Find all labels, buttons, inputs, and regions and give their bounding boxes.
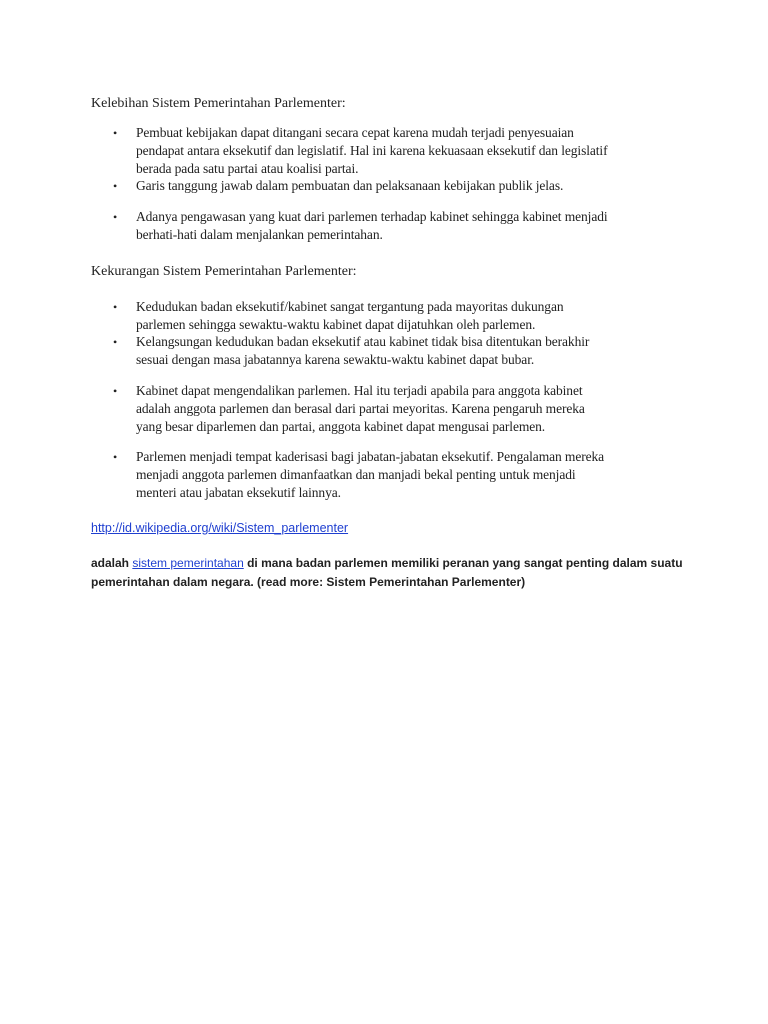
list-item-text: Parlemen menjadi tempat kaderisasi bagi jabatan-jabatan eksekutif. Pengalaman mereka menjadi anggota parlemen dimanfaatkan dan manjadi bekal penting untuk menjadi menteri atau jabatan eksekutif lainnya.	[136, 449, 605, 500]
list-item-text: Kabinet dapat mengendalikan parlemen. Hal itu terjadi apabila para anggota kabinet adalah anggota parlemen dan berasal dari partai meyoritas. Karena pengaruh mereka yang besar diparlemen dan partai, anggota kabinet dapat mengusai parlemen.	[136, 383, 585, 434]
bullet-icon: •	[113, 210, 118, 224]
list-item-text: Adanya pengawasan yang kuat dari parlemen terhadap kabinet sehingga kabinet menjadi berhati-hati dalam menjalankan pemerintahan.	[136, 209, 608, 242]
bullet-icon: •	[113, 384, 118, 398]
list-item-text: Kelangsungan kedudukan badan eksekutif atau kabinet tidak bisa ditentukan berakhir sesuai dengan masa jabatannya karena sewaktu-waktu kabinet dapat bubar.	[136, 334, 590, 367]
heading-disadvantages: Kekurangan Sistem Pemerintahan Parlementer:	[91, 264, 357, 279]
bullet-icon: •	[113, 300, 118, 314]
bullet-icon: •	[113, 126, 118, 140]
bullet-icon: •	[113, 335, 118, 349]
bullet-icon: •	[113, 450, 118, 464]
heading-advantages: Kelebihan Sistem Pemerintahan Parlementer:	[91, 96, 346, 111]
list-item-text: Kedudukan badan eksekutif/kabinet sangat tergantung pada mayoritas dukungan parlemen sehingga sewaktu-waktu kabinet dapat dijatuhkan oleh parlemen.	[136, 299, 564, 332]
definition-paragraph: adalah sistem pemerintahan di mana badan parlemen memiliki peranan yang sangat penting dalam suatu pemerintahan dalam negara. (read more: Sistem Pemerintahan Parlementer)	[91, 556, 683, 589]
bullet-icon: •	[113, 179, 118, 193]
list-item-text: Pembuat kebijakan dapat ditangani secara cepat karena mudah terjadi penyesuaian pendapat antara eksekutif dan legislatif. Hal ini karena kekuasaan eksekutif dan legislatif berada pada satu partai atau koalisi partai.	[136, 125, 608, 176]
wikipedia-link[interactable]: http://id.wikipedia.org/wiki/Sistem_parlementer	[91, 521, 349, 535]
sistem-pemerintahan-link[interactable]: sistem pemerintahan	[132, 556, 244, 570]
list-item-text: Garis tanggung jawab dalam pembuatan dan pelaksanaan kebijakan publik jelas.	[136, 178, 564, 193]
